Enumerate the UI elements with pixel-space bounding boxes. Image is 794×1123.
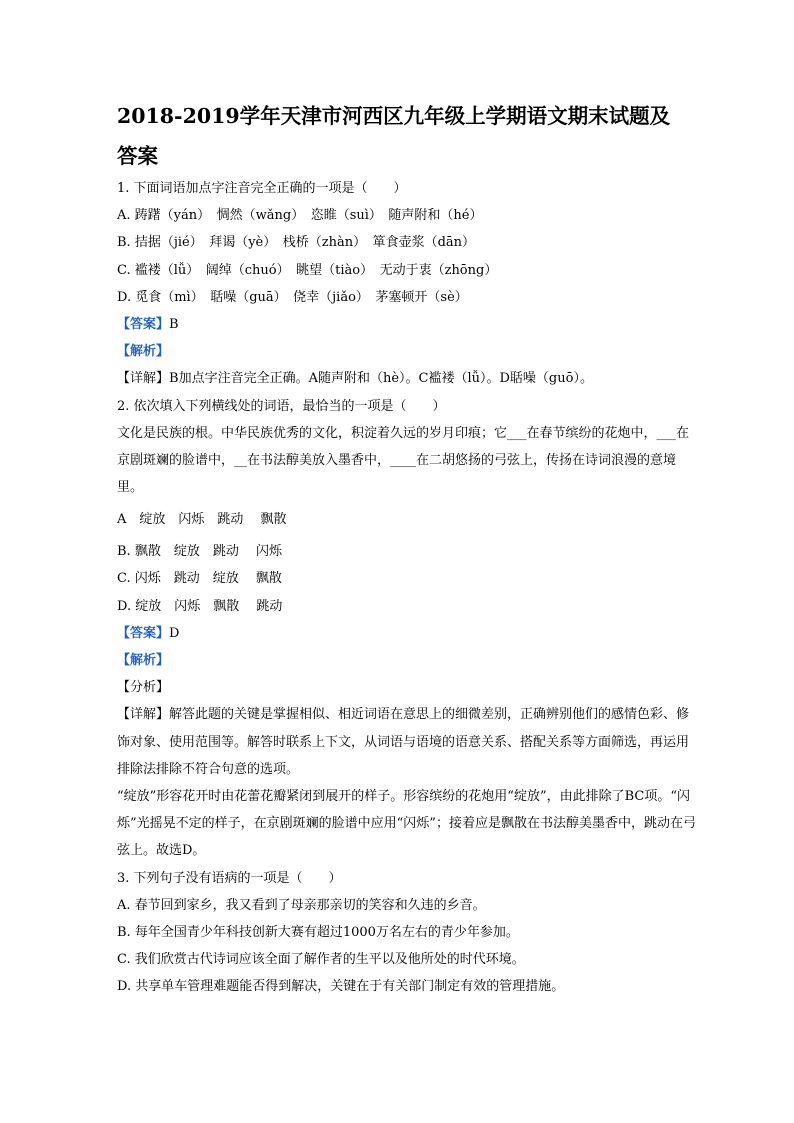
q2-detail-1 [117,701,697,783]
q1-detail-text: B加点字注音完全正确。A随声附和（hè）。C褴褛（lǚ）。D聒噪（guō）。 [169,371,593,387]
q2-answer-value: D [169,625,180,641]
q1-option-a: A. 踌躇（yán） 惆然（wǎng） 恣睢（suì） 随声附和（hé） [117,208,483,224]
q2-fenxi [117,674,697,701]
detail-tag: 【详解】 [117,371,170,387]
detail-tag: 【详解】 [117,707,170,723]
q1-option-c: C. 褴褛（lǚ） 阔绰（chuó） 眺望（tiào） 无动于衷（zhōng） [117,262,498,278]
q3-option-c: C. 我们欣赏古代诗词应该全面了解作者的生平以及他所处的时代环境。 [117,952,525,968]
q1-answer [117,311,697,338]
q1-stem: 1. 下面词语加点字注音完全正确的一项是（ ） [117,181,407,196]
q1-answer-value: B [169,316,179,332]
q2-option-b: B. 飘散 绽放 跳动 闪烁 [117,544,282,560]
q2-passage: 文化是民族的根。中华民族优秀的文化，积淀着久远的岁月印痕；它___在春节缤纷的花炮中，___在京剧斑斓的脸谱中，__在书法醇美放入墨香中，____在二胡悠扬的弓弦上，传扬在诗词浪漫的意境里。 [117,425,690,496]
q1-option-b: B. 拮据（jié） 拜谒（yè） 栈桥（zhàn） 箪食壶浆（dān） [117,235,476,251]
q2-stem: 2. 依次填入下列横线处的词语，最恰当的一项是（ ） [117,398,446,414]
q2-option-d: D. 绽放 闪烁 飘散 跳动 [117,598,283,614]
q2-analysis [117,647,697,674]
q3-stem: 3. 下列句子没有语病的一项是（ ） [117,870,342,886]
answer-tag: 【答案】 [117,625,170,641]
title-line-2: 答案 [117,144,158,168]
q2-option-c: C. 闪烁 跳动 绽放 飘散 [117,571,282,587]
analysis-tag: 【解析】 [117,653,170,669]
q3-option-b: B. 每年全国青少年科技创新大赛有超过1000万名左右的青少年参加。 [117,925,519,941]
q2-detail-2: “绽放”形容花开时由花蕾花瓣紧闭到展开的样子。形容缤纷的花炮用“绽放”，由此排除了BC项。“闪烁”光摇晃不定的样子，在京剧斑斓的脸谱中应用“闪烁”；接着应是飘散在书法醇美墨香中，跳动在弓弦上。故选D。 [117,789,696,859]
q2-option-a: A 绽放 闪烁 跳动 飘散 [117,512,287,528]
document-title [117,96,697,176]
q3-option-d: D. 共享单车管理难题能否得到解决，关键在于有关部门制定有效的管理措施。 [117,979,565,995]
q3-option-a: A. 春节回到家乡，我又看到了母亲那亲切的笑容和久违的乡音。 [117,897,486,913]
q1-option-d: D. 觅食（mì） 聒噪（guā） 侥幸（jiǎo） 茅塞顿开（sè） [117,289,468,305]
q2-detail-text-1: 解答此题的关键是掌握相似、相近词语在意思上的细微差别，正确辨别他们的感情色彩、修饰对象、使用范围等。解答时联系上下文，从词语与语境的语意关系、搭配关系等方面筛选，再运用排除法排除不符合句意的选项。 [117,707,690,777]
q1-analysis [117,338,697,365]
document-body [117,175,697,1001]
analysis-tag: 【解析】 [117,344,170,360]
q2-answer [117,620,697,647]
fenxi-tag: 【分析】 [117,680,170,696]
q1-detail [117,365,697,392]
answer-tag: 【答案】 [117,316,170,332]
title-line-1: 2018-2019学年天津市河西区九年级上学期语文期末试题及 [117,104,671,128]
